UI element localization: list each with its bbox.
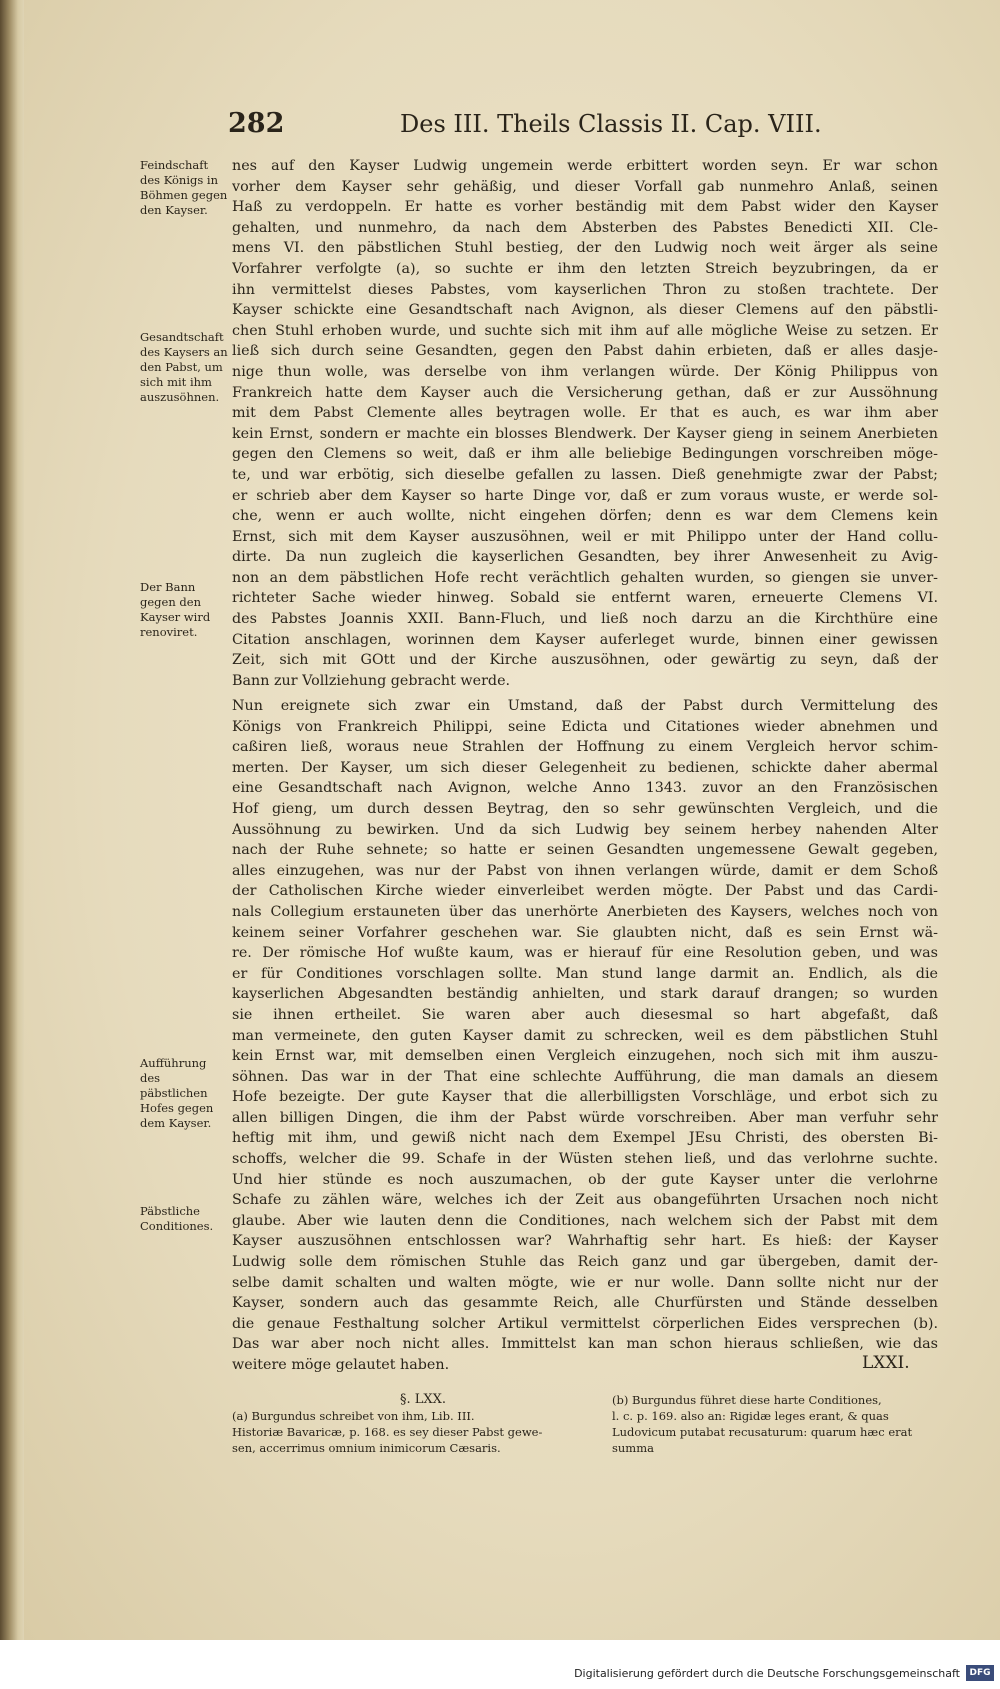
margin-note-4: Aufführung des päbstlichen Hofes gegen dem Kayser.: [140, 1056, 214, 1130]
margin-note-2: Gesandtschaft des Kaysers an den Pabst, um sich mit ihm auszusöhnen.: [140, 330, 228, 404]
margin-note-3: Der Bann gegen den Kayser wird renoviret.: [140, 580, 211, 639]
text-line: re. Der römische Hof wußte kaum, was er hierauf für eine Resolution geben, und was: [232, 945, 938, 962]
footnote-line: l. c. p. 169. also an: Rigidæ leges erant, & quas: [612, 1409, 889, 1423]
text-line: söhnen. Das war in der That eine schlechte Aufführung, die man damals an diesem: [232, 1068, 938, 1085]
text-line: Zeit, sich mit GOtt und der Kirche auszusöhnen, oder gewärtig zu seyn, daß der: [232, 652, 938, 669]
text-line: Kayser schickte eine Gesandtschaft nach Avignon, als dieser Clemens auf den päbstli-: [232, 302, 938, 319]
text-line: mit dem Pabst Clemente alles beytragen wolle. Er that es auch, es war ihm aber: [232, 405, 938, 422]
text-line: Kayser auszusöhnen entschlossen war? Wahrhaftig sehr hart. Es hieß: der Kayser: [232, 1233, 938, 1250]
footnote-line: summa: [612, 1441, 654, 1455]
text-line: heftig mit ihm, und gewiß nicht nach dem Exempel JEsu Christi, des obersten Bi-: [232, 1130, 938, 1147]
text-line: Aussöhnung zu bewirken. Und da sich Ludwig bey seinem herbey nahenden Alter: [232, 821, 938, 838]
text-line: vorher dem Kayser sehr gehäßig, und dieser Vorfall gab nunmehro Anlaß, seinen: [232, 178, 938, 195]
text-line: er für Conditiones vorschlagen sollte. Man stund lange darmit an. Endlich, als die: [232, 965, 938, 982]
text-line: Citation anschlagen, worinnen dem Kayser auferleget wurde, binnen einer gewissen: [232, 631, 938, 648]
text-line: Bann zur Vollziehung gebracht werde.: [232, 672, 511, 689]
text-line: gegen den Clemens so weit, daß er ihm alle beliebige Bedingungen vorschreiben möge-: [232, 446, 938, 463]
footer-credit: Digitalisierung gefördert durch die Deutsche Forschungsgemeinschaft: [574, 1667, 960, 1680]
text-line: sie ihnen ertheilet. Sie waren aber auch diesesmal so hart abgefaßt, daß: [232, 1006, 938, 1023]
text-line: der Catholischen Kirche wieder einverleibet werden mögte. Der Pabst und das Cardi-: [232, 883, 938, 900]
margin-note-5: Päbstliche Conditiones.: [140, 1204, 214, 1233]
section-mark: §. LXX.: [400, 1392, 447, 1407]
text-line: kein Ernst war, mit demselben einen Vergleich einzugehen, noch sich mit ihm auszu-: [232, 1048, 938, 1065]
text-line: selbe damit schalten und walten mögte, wie er nur wolle. Dann sollte nicht nur der: [232, 1274, 938, 1291]
text-line: gehalten, und nunmehro, da nach dem Absterben des Pabstes Benedicti XII. Cle-: [232, 219, 938, 236]
footnote-b: [612, 1392, 938, 1456]
text-line: chen Stuhl erhoben wurde, und suchte sich mit ihm auf alle mögliche Weise zu setzen. Er: [232, 322, 938, 339]
text-line: Nun ereignete sich zwar ein Umstand, daß der Pabst durch Vermittelung des: [232, 698, 938, 714]
text-line: schoffs, welcher die 99. Schafe in der Wüsten stehen ließ, und das verlohrne suchte.: [232, 1151, 938, 1168]
text-line: des Pabstes Joannis XXII. Bann-Fluch, und ließ noch darzu an die Kirchthüre eine: [232, 611, 938, 628]
running-title: Des III. Theils Classis II. Cap. VIII.: [400, 110, 822, 138]
text-line: Und hier stünde es noch auszumachen, ob der gute Kayser unter die verlohrne: [232, 1171, 938, 1188]
footnote-line: sen, accerrimus omnium inimicorum Cæsaris.: [232, 1441, 501, 1455]
footnote-line: Historiæ Bavaricæ, p. 168. es sey dieser Pabst gewe-: [232, 1425, 543, 1439]
text-line: Ernst, sich mit dem Kayser auszusöhnen, weil er mit Philippo unter der Hand collu-: [232, 528, 938, 545]
text-line: glaube. Aber wie lauten denn die Conditiones, nach welchem sich der Pabst mit dem: [232, 1212, 938, 1229]
footnote-a: [232, 1408, 562, 1456]
text-line: richteter Sache wieder hinweg. Sobald sie entfernt waren, erneuerte Clemens VI.: [232, 590, 938, 607]
text-line: ließ sich durch seine Gesandten, gegen den Pabst dahin erbieten, daß er alles dasje-: [232, 343, 938, 360]
page-number: 282: [228, 108, 285, 139]
text-line: nach der Ruhe sehnete; so hatte er seinen Gesandten ungemessene Gewalt gegeben,: [232, 842, 938, 859]
text-line: die genaue Festhaltung solcher Artikul vermittelst cörperlichen Eides versprechen (b).: [232, 1315, 938, 1332]
footnote-line: (b) Burgundus führet diese harte Conditiones,: [612, 1393, 882, 1407]
footnote-line: Ludovicum putabat recusaturum: quarum hæc erat: [612, 1425, 913, 1439]
catchword: LXXI.: [862, 1353, 910, 1373]
text-line: te, und war erbötig, sich dieselbe gefallen zu lassen. Dieß genehmigte zwar der Pabst;: [232, 466, 938, 483]
footer: [0, 1662, 1000, 1689]
text-line: kein Ernst, sondern er machte ein blosses Blendwerk. Der Kayser gieng in seinem Anerbieten: [232, 425, 938, 442]
footnote-line: (a) Burgundus schreibet von ihm, Lib. III.: [232, 1409, 475, 1423]
text-line: Haß zu verdoppeln. Er hatte es vorher beständig mit dem Pabst wider den Kayser: [232, 199, 938, 216]
text-line: Vorfahrer verfolgte (a), so suchte er ihm den letzten Streich beyzubringen, da er: [232, 260, 938, 277]
dfg-logo-icon: DFG: [966, 1665, 994, 1681]
text-line: allen billigen Dingen, die ihm der Pabst würde vorschreiben. Aber man verfuhr sehr: [232, 1109, 938, 1126]
text-line: mens VI. den päbstlichen Stuhl bestieg, der den Ludwig noch weit ärger als seine: [232, 240, 938, 257]
text-line: caßiren ließ, woraus neue Strahlen der Hoffnung zu einem Vergleich hervor schim-: [232, 739, 938, 756]
text-line: man vermeinete, den guten Kayser damit zu schrecken, weil es dem päbstlichen Stuhl: [232, 1027, 938, 1044]
text-line: Kayser, sondern auch das gesammte Reich, alle Churfürsten und Stände desselben: [232, 1295, 938, 1312]
text-line: Königs von Frankreich Philippi, seine Edicta und Citationes wieder abnehmen und: [232, 718, 938, 735]
text-line: er schrieb aber dem Kayser so harte Dinge vor, daß er zum voraus wuste, er werde sol-: [232, 487, 938, 504]
text-line: Das war aber noch nicht alles. Immittelst kan man schon hieraus schließen, wie das: [232, 1336, 938, 1353]
text-line: non an dem päbstlichen Hofe recht verächtlich gehalten wurden, so giengen sie unver-: [232, 569, 938, 586]
text-line: weitere möge gelautet haben.: [232, 1357, 450, 1373]
paragraph-2: [232, 696, 938, 1376]
text-line: Schafe zu zählen wäre, welches ich der Zeit aus obangeführten Ursachen noch nicht: [232, 1192, 938, 1209]
paragraph-1: [232, 156, 938, 691]
text-line: ihn vermittelst dieses Pabstes, vom kayserlichen Thron zu stoßen trachtete. Der: [232, 281, 938, 298]
text-line: nals Collegium erstauneten über das unerhörte Anerbieten des Kaysers, welches noch von: [232, 903, 938, 920]
text-line: dirte. Da nun zugleich die kayserlichen Gesandten, bey ihrer Anwesenheit zu Avig-: [232, 549, 938, 566]
text-line: Hofe bezeigte. Der gute Kayser that die allerbilligsten Vorschläge, und erbot sich zu: [232, 1089, 938, 1106]
text-line: merten. Der Kayser, um sich dieser Gelegenheit zu bedienen, schickte daher abermal: [232, 759, 938, 776]
text-line: Ludwig solle dem römischen Stuhle das Reich ganz und gar übergeben, damit der-: [232, 1254, 938, 1271]
text-line: kayserlichen Abgesandten beständig anhielten, und stark darauf drangen; so wurden: [232, 986, 938, 1003]
text-line: alles einzugehen, was nur der Pabst von ihnen verlangen würde, damit er dem Schoß: [232, 862, 938, 879]
text-line: Hof gieng, um durch dessen Beytrag, den so sehr gewünschten Vergleich, und die: [232, 800, 938, 817]
text-line: che, wenn er auch wollte, nicht eingehen dörfen; denn es war dem Clemens kein: [232, 508, 938, 525]
text-line: eine Gesandtschaft nach Avignon, welche Anno 1343. zuvor an den Französischen: [232, 780, 938, 797]
margin-note-1: Feindschaft des Königs in Böhmen gegen den Kayser.: [140, 158, 228, 217]
text-line: nige thun wolle, was derselbe von ihm verlangen würde. Der König Philippus von: [232, 363, 938, 380]
text-line: keinem seiner Vorfahrer geschehen war. Sie glaubten nicht, daß es sein Ernst wä-: [232, 924, 938, 941]
text-line: nes auf den Kayser Ludwig ungemein werde erbittert worden seyn. Er war schon: [232, 158, 938, 174]
text-line: Frankreich hatte dem Kayser auch die Versicherung gethan, daß er zur Aussöhnung: [232, 384, 938, 401]
